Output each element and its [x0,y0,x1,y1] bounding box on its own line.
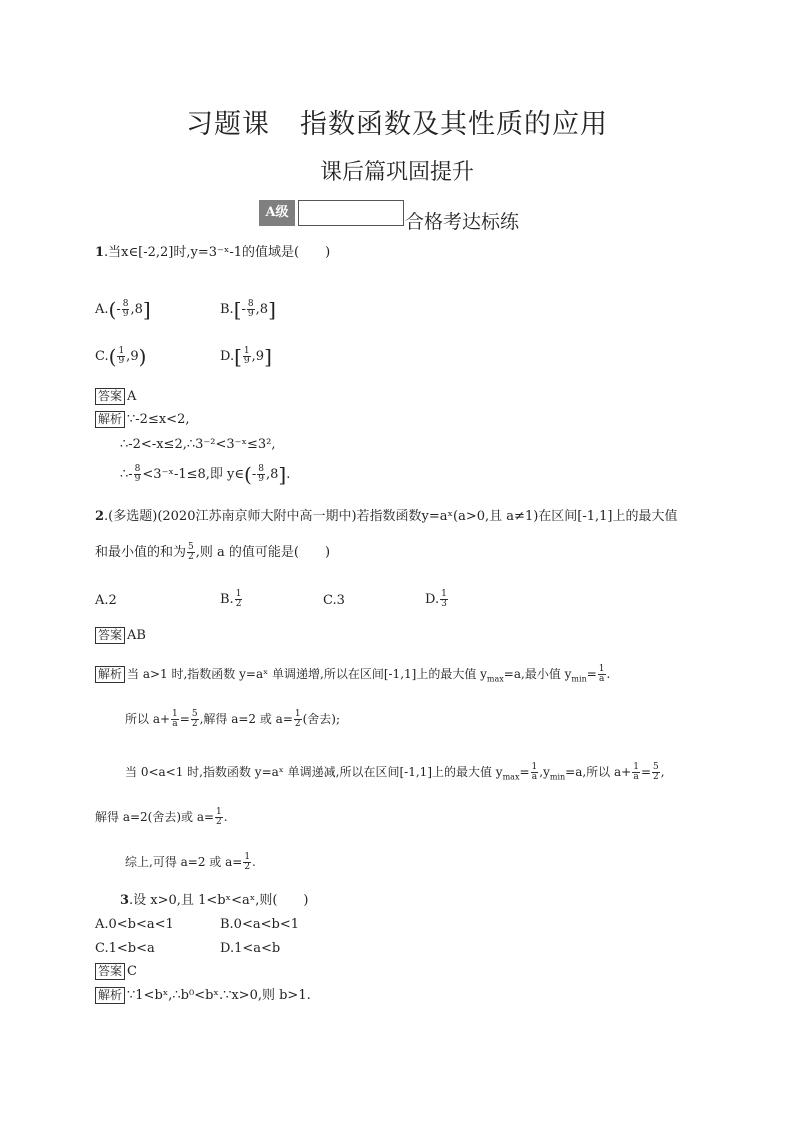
fraction: $\frac{8}{9}$ [122,299,129,319]
subscript-min: min [571,674,587,684]
q1-stem [95,244,330,262]
q3-analysis [95,987,311,1005]
q1-option-b: B.[- $\frac{8}{9}$ ,8] [220,297,276,322]
answer-tag: 答案 [95,963,125,980]
q2-analysis-line4-pre: 解得 a=2(舍去)或 a= [95,810,215,824]
q2-analysis-line2-pre: 所以 a+ [125,712,171,726]
title-part1: 习题课 [186,109,270,140]
q1-analysis-line3-mid: <3⁻ˣ-1≤8,即 y∈ [142,467,245,482]
q2-analysis-line3c: ,y [539,765,550,779]
fraction: $\frac{5}{2}$ [653,762,659,782]
q2-opt-b-label: B. [220,592,234,607]
q2-option-d [425,590,449,609]
fraction: $\frac{1}{3}$ [441,589,447,609]
q2-number: 2 [95,509,105,524]
q2-text2-post: ,则 a 的值可能是( ) [195,545,331,560]
q1-answer [95,388,136,406]
q1-option-a: A.(- $\frac{8}{9}$ ,8] [95,297,151,322]
q2-analysis-3: 当 0<a<1 时,指数函数 y=aˣ 单调递减,所以在区间[-1,1]上的最大值 $y_{max}=$ $\frac{1}{a}$ $,y_{min}=a$,所以 a+ $\frac{1}{a}$ = $\frac{5}{2}$ , [125,762,665,782]
val: 9 [255,349,265,364]
page-title [0,102,794,141]
q2-analysis-line5-pre: 综上,可得 a=2 或 a= [125,855,243,869]
q1-opt-d-label: D. [220,349,235,364]
fraction: $\frac{1}{2}$ [294,709,301,729]
fraction: $\frac{1}{2}$ [216,807,222,827]
q2-analysis-line3d: =a,所以 a+ [565,765,632,779]
q3-answer [95,963,137,981]
q2-text2-pre: 和最小值的和为 [95,545,187,560]
val: 9 [130,349,139,364]
q2-analysis-line1b: =a,最小值 y [503,667,572,681]
q2-answer-value: AB [127,628,146,643]
fraction: $\frac{1}{a}$ [172,709,178,729]
q1-number: 1 [95,245,105,260]
q1-analysis-line3-pre: ∴- [120,467,133,482]
fraction: $\frac{1}{9}$ [243,346,250,366]
val: 8 [134,302,143,317]
fraction: $\frac{1}{2}$ [235,589,242,609]
q1-analysis-2: ∴-2<-x≤2,∴3⁻²<3⁻ˣ≤3², [120,437,276,452]
fraction: $\frac{8}{9}$ [258,464,264,484]
q2-analysis-4: 解得 a=2(舍去)或 a= $\frac{1}{2}$ . [95,807,228,827]
q1-opt-b-label: B. [220,302,234,317]
analysis-tag: 解析 [95,666,125,683]
answer-tag: 答案 [95,388,125,405]
fraction: $\frac{8}{9}$ [247,299,254,319]
subscript-max: max [486,674,504,684]
level-badge: A级 [259,200,295,226]
q1-analysis-3: ∴- $\frac{8}{9}$ <3⁻ˣ-1≤8,即 y∈(- $\frac{8}{9}$ ,8]. [120,462,291,487]
q2-analysis-line3b: = [519,765,530,779]
q1-analysis-1 [95,411,189,429]
page-subtitle: 课后篇巩固提升 [319,160,474,185]
fraction: $\frac{8}{9}$ [134,464,141,484]
q1-opt-c-label: C. [95,349,109,364]
q2-analysis-line3: 当 0<a<1 时,指数函数 y=aˣ 单调递减,所以在区间[-1,1]上的最大值 y [125,765,503,779]
q3-analysis-text: ∵1<bˣ,∴b⁰<bˣ.∵x>0,则 b>1. [127,988,311,1003]
q3-stem [120,892,309,910]
q2-analysis-1: 解析 当 a>1 时,指数函数 y=aˣ 单调递增,所以在区间[-1,1]上的最大值 $y_{max}=a$,最小值 $y_{min}=$ $\frac{1}{a}$ . [95,665,610,688]
q2-analysis-line2-mid: = [179,712,190,726]
q3-option-b: B.0<a<b<1 [220,917,299,932]
q2-option-c: C.3 [323,593,345,608]
q3-option-d: D.1<a<b [220,941,281,956]
val: 8 [259,302,269,317]
q2-option-b [220,590,243,609]
level-box [298,200,404,226]
fraction: $\frac{1}{a}$ [598,664,605,684]
q1-analysis-line1: ∵-2≤x<2, [127,412,190,427]
q2-analysis-2 [125,710,340,729]
q2-stem [95,508,678,526]
q2-analysis-line1: 当 a>1 时,指数函数 y=aˣ 单调递增,所以在区间[-1,1]上的最大值 y [127,667,487,681]
fraction: $\frac{5}{2}$ [188,542,194,562]
answer-tag: 答案 [95,627,125,644]
analysis-tag: 解析 [95,411,125,428]
level-text: 合格考达标练 [405,211,520,233]
q2-opt-d-label: D. [425,592,440,607]
q2-stem-2 [95,543,330,562]
subscript-min: min [549,772,566,782]
q2-answer [95,627,146,645]
analysis-tag: 解析 [95,987,125,1004]
q2-analysis-5: 综上,可得 a=2 或 a= $\frac{1}{2}$ . [125,852,256,872]
q2-option-a: A.2 [95,593,117,608]
q2-analysis-line3e: = [640,765,652,779]
q3-answer-value: C [127,964,137,979]
q1-option-d: D.[ $\frac{1}{9}$ ,9] [220,344,272,369]
q2-text: .(多选题)(2020江苏南京师大附中高一期中)若指数函数y=aˣ(a>0,且 a≠1)在区间[-1,1]上的最大值 [104,509,678,524]
fraction: $\frac{5}{2}$ [191,709,198,729]
fraction: $\frac{1}{a}$ [633,762,639,782]
title-part2: 指数函数及其性质的应用 [300,109,608,140]
q1-text: .当x∈[-2,2]时,y=3⁻ˣ-1的值域是( ) [104,245,331,260]
q2-analysis-line2-end: (舍去); [302,712,341,726]
subscript-max: max [502,772,520,782]
q1-opt-a-label: A. [95,302,109,317]
q3-option-a: A.0<b<a<1 [95,917,174,932]
fraction: $\frac{1}{2}$ [244,852,251,872]
fraction: $\frac{1}{a}$ [531,762,538,782]
q2-analysis-line1c: = [586,667,597,681]
q3-option-c: C.1<b<a [95,941,155,956]
q1-option-c: C.( $\frac{1}{9}$ ,9) [95,344,147,369]
q1-answer-value: A [127,389,137,404]
fraction: $\frac{1}{9}$ [118,346,125,366]
q3-text: .设 x>0,且 1<bˣ<aˣ,则( ) [129,893,309,908]
val: 8 [270,467,279,482]
q2-analysis-line2-post: ,解得 a=2 或 a= [199,712,293,726]
q3-number: 3 [120,893,130,908]
